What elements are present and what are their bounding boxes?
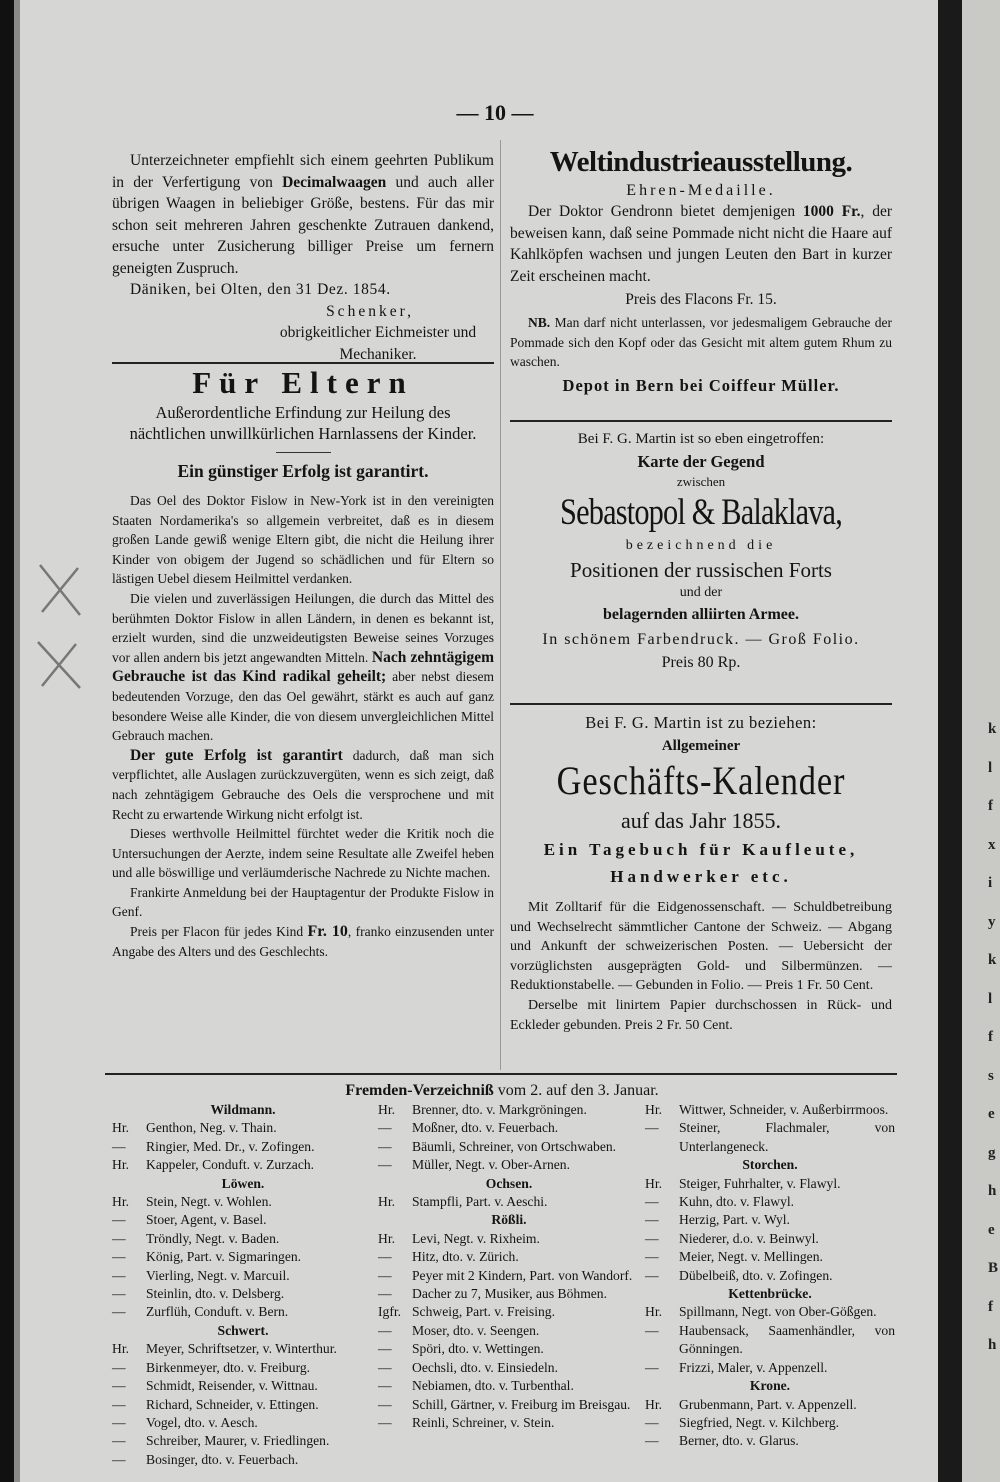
depot-line: Depot in Bern bei Coiffeur Müller. [562, 375, 840, 395]
entry-text: Schreiber, Maurer, v. Friedlingen. [146, 1433, 330, 1449]
ad-heading: Weltindustrieausstellung. [549, 146, 853, 178]
register-column [112, 1101, 374, 1469]
entry-prefix: — [378, 1359, 392, 1375]
x-mark-icon [38, 565, 80, 688]
entry-text: Kuhn, dto. v. Flawyl. [679, 1194, 795, 1210]
next-page-fragment: h [988, 1337, 997, 1353]
hotel-heading: Wildmann. [210, 1102, 276, 1117]
guest-entry [112, 1193, 374, 1211]
entry-prefix: — [378, 1120, 392, 1136]
register-title-date: vom 2. auf den 3. Januar. [493, 1082, 659, 1099]
register-column [378, 1101, 640, 1432]
entry-text: Zurflüh, Conduft. v. Bern. [146, 1304, 289, 1320]
entry-prefix: — [378, 1396, 392, 1412]
entry-prefix: — [378, 1378, 392, 1394]
next-page-fragment: B [988, 1260, 999, 1276]
entry-text: Siegfried, Negt. v. Kilchberg. [679, 1414, 840, 1430]
entry-text: Birkenmeyer, dto. v. Freiburg. [146, 1359, 311, 1375]
next-page-fragment: l [988, 990, 993, 1007]
bold-text: Nach zehntägigem Gebrauche ist das Kind radikal geheilt; [112, 648, 494, 686]
entry-text: Steiner, Flachmaler, von Unterlangeneck. [679, 1120, 895, 1154]
guest-entry [645, 1267, 895, 1285]
entry-prefix: — [645, 1359, 659, 1375]
entry-text: Spöri, dto. v. Wettingen. [412, 1341, 544, 1357]
guest-entry [112, 1267, 374, 1285]
guest-entry [645, 1322, 895, 1359]
pencil-x-marks [30, 560, 100, 700]
text: , franko einzusenden unter Angabe des Alters und des Geschlechts. [112, 924, 494, 959]
next-page-fragment: k [988, 721, 997, 737]
guest-entry [378, 1377, 640, 1395]
guest-entry [378, 1248, 640, 1266]
guest-entry [112, 1285, 374, 1303]
ad-text: Unterzeichneter empfiehlt sich einem geehrten Publikum in der Verfertigung von [112, 152, 494, 191]
guest-entry [112, 1138, 374, 1156]
entry-prefix: — [645, 1433, 659, 1449]
guest-entry [112, 1414, 374, 1432]
entry-text: Schweig, Part. v. Freising. [412, 1304, 555, 1320]
guest-entry [112, 1230, 374, 1248]
text: Die vielen und zuverlässigen Heilungen, die durch das Mittel des berühmten Doktor Fislow in allen Ländern, in denen es bekannt ist, erzielt wurden, sind die unzweideutigsten Beweise seines Vorzuges vor allen andern bis jetzt angewandten Mitteln. [112, 590, 494, 665]
entry-prefix: — [112, 1433, 126, 1449]
text: Der Doktor Gendronn bietet demjenigen [528, 203, 803, 220]
next-page-fragment: g [988, 1144, 996, 1161]
entry-prefix: Hr. [112, 1157, 129, 1173]
register-column [645, 1101, 895, 1451]
next-page-edge [962, 0, 1000, 1482]
guest-entry [645, 1101, 895, 1119]
ad-line: und der [679, 585, 723, 600]
guest-entry [645, 1303, 895, 1321]
entry-prefix: — [645, 1249, 659, 1265]
hotel-heading: Schwert. [217, 1322, 269, 1338]
ad-line: Karte der Gegend [637, 452, 765, 471]
ad-subtitle: Außerordentliche Erfindung zur Heilung des nächtlichen unwillkürlichen Harnlassens der Kinder. [129, 403, 477, 443]
ad-pomade [510, 143, 892, 400]
divider-full [105, 1073, 897, 1075]
entry-prefix: — [112, 1267, 126, 1283]
next-page-fragment: s [988, 1067, 994, 1084]
entry-prefix: — [378, 1157, 392, 1173]
ad-line: bezeichnend die [625, 538, 777, 553]
entry-prefix: Hr. [378, 1194, 395, 1210]
entry-prefix: Hr. [112, 1341, 129, 1357]
paragraph: Dieses werthvolle Heilmittel fürchtet weder die Kritik noch die Untersuchungen der Aerzte, indem seine Resultate alle Zweifel heben und alle böswillige und verläumderische Nachrede zu Nichte machen. [112, 826, 494, 881]
hotel-heading: Ochsen. [485, 1175, 533, 1191]
entry-text: Nebiamen, dto. v. Turbenthal. [412, 1378, 574, 1394]
guest-entry [645, 1359, 895, 1377]
entry-prefix: Hr. [645, 1304, 662, 1320]
entry-prefix: — [112, 1451, 126, 1467]
entry-text: Hitz, dto. v. Zürich. [412, 1249, 519, 1265]
register-title [112, 1080, 892, 1102]
entry-prefix: — [112, 1396, 126, 1412]
entry-text: Niederer, d.o. v. Beinwyl. [679, 1230, 819, 1246]
scan-edge-shadow [14, 0, 20, 1482]
next-page-fragment: l [988, 759, 993, 776]
entry-text: Bosinger, dto. v. Feuerbach. [146, 1451, 299, 1467]
guest-entry [378, 1156, 640, 1174]
guest-entry [645, 1175, 895, 1193]
next-page-fragment: h [988, 1183, 997, 1199]
price: Preis des Flacons Fr. 15. [625, 291, 777, 308]
hotel-heading: Storchen. [742, 1157, 798, 1173]
entry-text: Meyer, Schriftsetzer, v. Winterthur. [146, 1341, 337, 1357]
entry-text: Tröndly, Negt. v. Baden. [146, 1230, 280, 1246]
paragraph: Derselbe mit linirtem Papier durchschossen in Rück- und Eckleder gebunden. Preis 2 Fr. 50 Cent. [510, 997, 892, 1033]
entry-prefix: Hr. [645, 1175, 662, 1191]
guest-entry [378, 1322, 640, 1340]
guest-entry [378, 1414, 640, 1432]
entry-text: Bäumli, Schreiner, von Ortschwaben. [412, 1138, 617, 1154]
ad-line: auf das Jahr 1855. [620, 808, 782, 833]
entry-text: Haubensack, Saamenhändler, von Gönningen. [679, 1322, 895, 1357]
paragraph: Frankirte Anmeldung bei der Hauptagentur der Produkte Fislow in Genf. [112, 884, 494, 920]
ad-line: Allgemeiner [661, 738, 741, 754]
entry-text: Steinlin, dto. v. Delsberg. [146, 1286, 285, 1302]
entry-prefix: — [378, 1249, 392, 1265]
text: dadurch, daß man sich verpflichtet, alle Auslagen zurückzuvergüten, wenn es sich zeigt, daß nach zehntägigem Gebrauche des Oels die versprochene und mit Recht zu erwartende Wirkung nicht erfolgt ist. [112, 747, 494, 822]
next-page-fragment: k [988, 952, 997, 968]
paragraph [112, 746, 494, 824]
paragraph: Das Oel des Doktor Fislow in New-York ist in den vereinigten Staaten Nordamerika's so allgemein verbreitet, daß es in diesem großen Lande gewiß wenige Eltern gibt, die nicht die Heilung ihrer Kinder von obigem der Jugend so schädlichen und für Eltern so lästigen Uebel diesem Heilmittel verdanken. [112, 493, 494, 587]
guest-entry [378, 1267, 640, 1285]
guest-entry [645, 1193, 895, 1211]
guest-entry [378, 1359, 640, 1377]
entry-text: Spillmann, Negt. von Ober-Gößgen. [679, 1304, 877, 1320]
text: Preis per Flacon für jedes Kind [130, 924, 308, 940]
guest-entry [112, 1359, 374, 1377]
signature-name: Schenker, [326, 302, 414, 320]
entry-prefix: — [112, 1138, 126, 1154]
entry-text: Schmidt, Reisender, v. Wittnau. [146, 1378, 318, 1394]
bold-text: Der gute Erfolg ist garantirt [130, 746, 343, 764]
guest-entry [645, 1211, 895, 1229]
nb-label: NB. [528, 315, 551, 330]
entry-prefix: — [645, 1230, 659, 1246]
entry-prefix: — [645, 1212, 659, 1228]
register-title-bold: Fremden-Verzeichniß [345, 1082, 494, 1099]
signature-title: obrigkeitlicher Eichmeister und Mechaniker. [279, 324, 477, 363]
entry-text: Frizzi, Maler, v. Appenzell. [679, 1359, 828, 1375]
guest-entry [378, 1285, 640, 1303]
guest-entry [378, 1340, 640, 1358]
entry-prefix: — [645, 1414, 659, 1430]
paragraph [112, 922, 494, 961]
next-page-fragment: f [988, 798, 993, 814]
entry-text: Stampfli, Part. v. Aeschi. [412, 1194, 548, 1210]
entry-text: Ringier, Med. Dr., v. Zofingen. [146, 1138, 315, 1154]
divider [510, 703, 892, 705]
guest-entry [645, 1248, 895, 1266]
entry-text: König, Part. v. Sigmaringen. [146, 1249, 302, 1265]
entry-prefix: Igfr. [378, 1304, 402, 1320]
entry-text: Moßner, dto. v. Feuerbach. [412, 1120, 559, 1136]
entry-prefix: — [112, 1414, 126, 1430]
entry-text: Dacher zu 7, Musiker, aus Böhmen. [412, 1286, 608, 1302]
ad-bold: Decimalwaagen [282, 173, 387, 191]
next-page-fragment: x [988, 836, 996, 853]
guest-entry [378, 1138, 640, 1156]
ad-heading: Für Eltern [192, 365, 414, 400]
guest-entry [112, 1156, 374, 1174]
guarantee-heading: Ein günstiger Erfolg ist garantirt. [177, 461, 429, 481]
entry-text: Schill, Gärtner, v. Freiburg im Breisgau. [412, 1396, 631, 1412]
entry-prefix: — [112, 1304, 126, 1320]
entry-prefix: — [378, 1267, 392, 1283]
guest-entry [112, 1119, 374, 1137]
entry-text: Levi, Negt. v. Rixheim. [412, 1230, 540, 1246]
entry-text: Oechsli, dto. v. Einsiedeln. [412, 1359, 558, 1375]
ad-line: Ein Tagebuch für Kaufleute, [543, 840, 859, 859]
guest-entry [112, 1340, 374, 1358]
entry-prefix: Hr. [378, 1230, 395, 1246]
guest-entry [378, 1303, 640, 1321]
hotel-heading: Krone. [749, 1378, 791, 1394]
place-date: Däniken, bei Olten, den 31 Dez. 1854. [130, 281, 391, 298]
entry-prefix: Hr. [645, 1102, 662, 1117]
ad-intro: Bei F. G. Martin ist zu beziehen: [585, 713, 817, 732]
entry-prefix: — [645, 1267, 659, 1283]
entry-text: Stein, Negt. v. Wohlen. [146, 1194, 272, 1210]
guest-entry [112, 1451, 374, 1469]
entry-prefix: — [645, 1194, 659, 1210]
entry-text: Richard, Schneider, v. Ettingen. [146, 1396, 319, 1412]
entry-prefix: Hr. [645, 1396, 662, 1412]
entry-prefix: Hr. [112, 1120, 129, 1136]
ad-intro: Bei F. G. Martin ist so eben eingetroffen: [577, 431, 825, 447]
text: Man darf nicht unterlassen, vor jedesmaligem Gebrauche der Pommade sich den Kopf oder das Gesicht mit altem gutem Rhum zu waschen. [510, 315, 892, 370]
ad-map [510, 428, 892, 674]
ad-line: Positionen der russischen Forts [570, 558, 832, 582]
guest-entry [645, 1119, 895, 1156]
entry-text: Herzig, Part. v. Wyl. [679, 1212, 790, 1228]
entry-text: Reinli, Schreiner, v. Stein. [412, 1414, 555, 1430]
next-page-fragment: e [988, 1221, 995, 1238]
guest-entry [378, 1101, 640, 1119]
entry-prefix: — [378, 1414, 392, 1430]
paragraph: Mit Zolltarif für die Eidgenossenschaft. — Schuldbetreibung und Wechselrecht sämmtlicher Cantone der Schweiz. — Abgang und Ankunft der schweizerischen Posten. — Uebersicht der vorzüglichsten ausgeprägten Gold- und Silbermünzen. — Reduktionstabelle. — Gebunden in Folio. — Preis 1 Fr. 50 Cent. [510, 900, 892, 994]
divider [510, 420, 892, 422]
guest-entry [112, 1248, 374, 1266]
entry-text: Genthon, Neg. v. Thain. [146, 1120, 277, 1136]
guest-entry [112, 1432, 374, 1450]
entry-text: Grubenmann, Part. v. Appenzell. [679, 1396, 857, 1412]
entry-prefix: — [378, 1286, 392, 1302]
guest-entry [378, 1193, 640, 1211]
entry-prefix: — [378, 1138, 392, 1154]
entry-text: Vogel, dto. v. Aesch. [146, 1414, 258, 1430]
entry-text: Dübelbeiß, dto. v. Zofingen. [679, 1267, 833, 1283]
entry-text: Müller, Negt. v. Ober-Arnen. [412, 1157, 570, 1173]
entry-prefix: — [112, 1286, 126, 1302]
guest-entry [112, 1303, 374, 1321]
entry-text: Stoer, Agent, v. Basel. [146, 1212, 267, 1228]
page-gutter [938, 0, 962, 1482]
entry-prefix: — [112, 1359, 126, 1375]
ad-line: In schönem Farbendruck. — Groß Folio. [542, 631, 860, 648]
guest-entry [378, 1230, 640, 1248]
entry-prefix: — [378, 1322, 392, 1338]
entry-prefix: — [645, 1120, 659, 1136]
entry-prefix: — [645, 1322, 659, 1338]
hotel-heading: Löwen. [221, 1175, 265, 1191]
ad-text: und auch aller übrigen Waagen in beliebiger Größe, bestens. Für das mir schon seit mehreren Jahren geschenkte Zutrauen dankend, ersuche unter Zusicherung billiger Preise um fernern geneigten Zuspruch. [112, 173, 495, 277]
column-divider [500, 140, 501, 1070]
entry-text: Peyer mit 2 Kindern, Part. von Wandorf. [412, 1267, 633, 1283]
ad-line: belagernden alliirten Armee. [603, 606, 799, 623]
entry-prefix: Hr. [378, 1102, 395, 1117]
text: aber nebst diesem bedeutenden Vorzuge, den das Oel gewährt, stärkt es auch auf ganz besondere Weise alle Kinder, die von diesem unvergleichlichen Mittel Gebrauch machen. [112, 669, 494, 744]
bold-text: 1000 Fr. [802, 203, 861, 220]
guest-entry [645, 1396, 895, 1414]
entry-prefix: — [112, 1212, 126, 1228]
entry-text: Meier, Negt. v. Mellingen. [679, 1249, 823, 1265]
entry-text: Moser, dto. v. Seengen. [412, 1322, 540, 1338]
next-page-fragment: y [988, 913, 996, 930]
ad-decimal-scales [112, 150, 494, 365]
ad-title: Geschäfts-Kalender [556, 758, 846, 803]
ad-price: Preis 80 Rp. [661, 654, 741, 671]
entry-prefix: Hr. [112, 1194, 129, 1210]
hotel-heading: Kettenbrücke. [728, 1286, 812, 1302]
ad-calendar [510, 710, 892, 1035]
price-bold: Fr. 10 [307, 923, 348, 941]
text: , der beweisen kann, daß seine Pommade nicht nicht die Haare auf Kahlköpfen wachsen und jungen Leuten den Bart in kurzer Zeit erscheinen macht. [510, 203, 892, 285]
paragraph [112, 589, 494, 746]
entry-text: Brenner, dto. v. Markgröningen. [412, 1102, 587, 1117]
ad-title: Sebastopol & Balaklava, [560, 492, 842, 533]
next-page-fragment: e [988, 1106, 995, 1122]
scan-edge-left [0, 0, 14, 1482]
ad-for-parents [112, 364, 494, 961]
entry-prefix: — [112, 1230, 126, 1246]
guest-entry [112, 1396, 374, 1414]
guest-entry [645, 1432, 895, 1450]
next-page-fragment: f [988, 1298, 993, 1315]
ad-line: Handwerker etc. [610, 867, 792, 886]
guest-entry [112, 1377, 374, 1395]
hotel-heading: Rößli. [491, 1212, 527, 1228]
next-page-fragment: f [988, 1029, 993, 1045]
entry-text: Kappeler, Conduft. v. Zurzach. [146, 1157, 315, 1173]
guest-entry [378, 1119, 640, 1137]
guest-entry [645, 1230, 895, 1248]
ad-subheading: Ehren-Medaille. [626, 182, 776, 199]
entry-prefix: — [112, 1249, 126, 1265]
short-rule [276, 452, 331, 453]
entry-prefix: — [378, 1341, 392, 1357]
ad-line: zwischen [676, 474, 726, 489]
entry-text: Steiger, Fuhrhalter, v. Flawyl. [679, 1175, 841, 1191]
entry-prefix: — [112, 1378, 126, 1394]
guest-entry [645, 1414, 895, 1432]
entry-text: Vierling, Negt. v. Marcuil. [146, 1267, 290, 1283]
entry-text: Berner, dto. v. Glarus. [679, 1433, 799, 1449]
guest-entry [112, 1211, 374, 1229]
guest-entry [378, 1396, 640, 1414]
next-page-fragment: i [988, 875, 993, 891]
page-number: — 10 — [456, 100, 534, 125]
entry-text: Wittwer, Schneider, v. Außerbirrmoos. [679, 1102, 889, 1117]
